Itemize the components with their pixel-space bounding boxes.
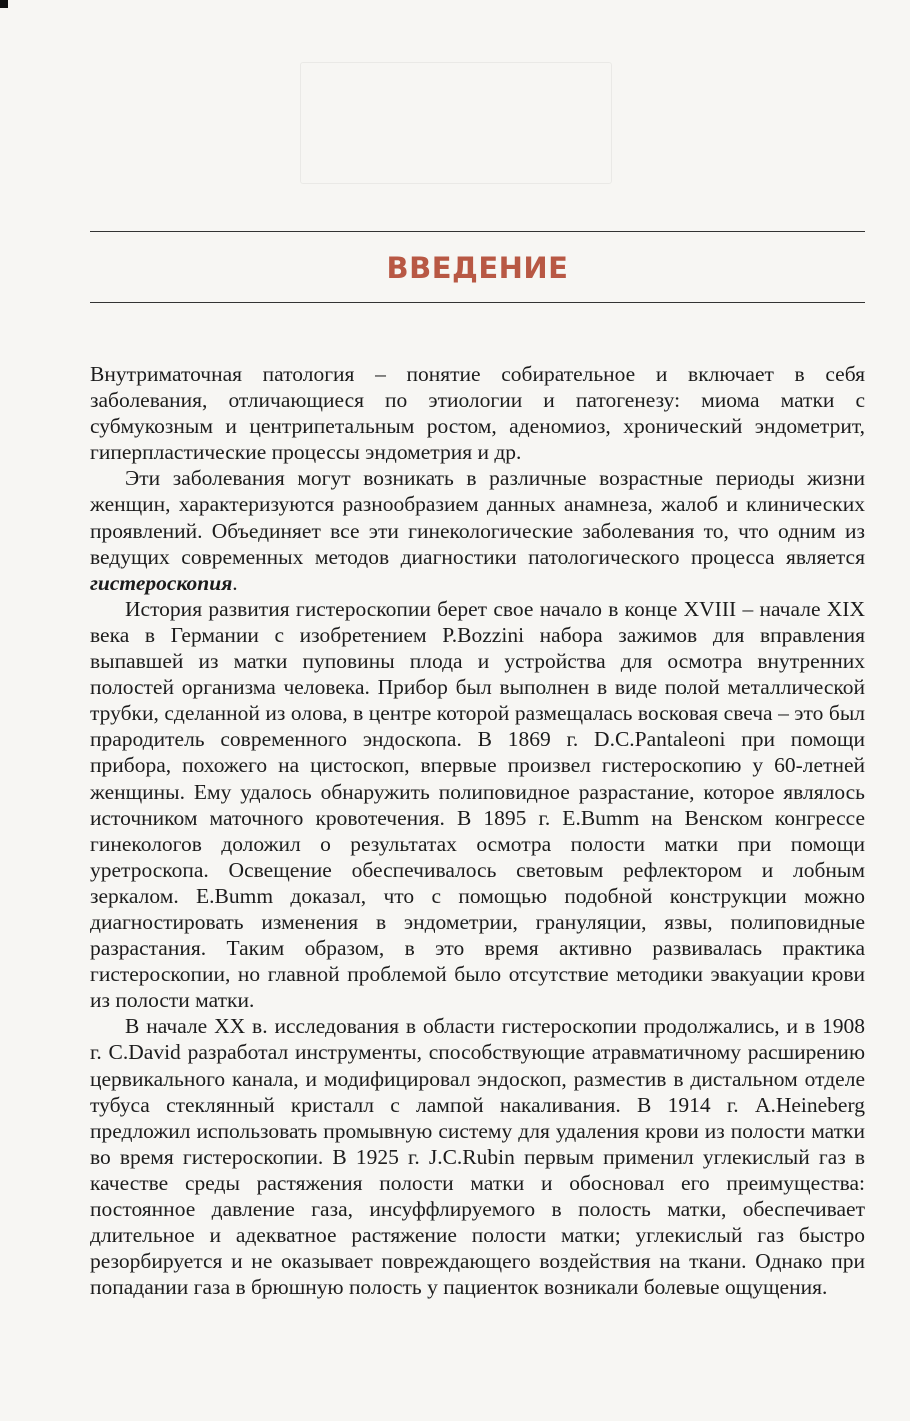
paragraph-2-emphasis: гистероскопия [90, 570, 233, 595]
paragraph-2 [90, 465, 865, 595]
paragraph-2-text: Эти заболевания могут возникать в различные возрастные периоды жизни женщин, характеризуются разнообразием данных анамнеза, жалоб и клинических проявлений. Объединяет все эти гинекологические заболевания то, что одним из ведущих современных методов диагностики патологического процесса является [90, 466, 865, 569]
paragraph-3: История развития гистероскопии берет свое начало в конце XVIII – начале XIX века в Германии с изобретением P.Bozzini набора зажимов для вправления выпавшей из матки пуповины плода и устройства для осмотра внутренних полостей организма человека. Прибор был выполнен в виде полой металлической трубки, сделанной из олова, в центре которой размещалась восковая свеча – это был прародитель современного эндоскопа. В 1869 г. D.C.Pantaleoni при помощи прибора, похожего на цистоскоп, впервые произвел гистероскопию у 60-летней женщины. Ему удалось обнаружить полиповидное разрастание, которое являлось источником маточного кровотечения. В 1895 г. E.Bumm на Венском конгрессе гинекологов доложил о результатах осмотра полости матки при помощи уретроскопа. Освещение обеспечивалось световым рефлектором и лобным зеркалом. E.Bumm доказал, что с помощью подобной конструкции можно диагностировать изменения в эндометрии, грануляции, язвы, полиповидные разрастания. Таким образом, в это время активно развивалась практика гистероскопии, но главной проблемой было отсутствие методики эвакуации крови из полости матки. [90, 596, 865, 1013]
show-through-artifact [300, 62, 612, 184]
scan-corner-mark [0, 0, 8, 8]
heading-rule-bottom [90, 302, 865, 303]
heading-rule-top [90, 231, 865, 232]
section-heading: ВВЕДЕНИЕ [386, 251, 569, 285]
body-text [90, 361, 865, 1300]
paragraph-4: В начале XX в. исследования в области гистероскопии продолжались, и в 1908 г. C.David разработал инструменты, способствующие атравматичному расширению цервикального канала, и модифицировал эндоскоп, разместив в дистальном отделе тубуса стеклянный кристалл с лампой накаливания. В 1914 г. A.Heineberg предложил использовать промывную систему для удаления крови из полости матки во время гистероскопии. В 1925 г. J.C.Rubin первым применил углекислый газ в качестве среды растяжения полости матки и обосновал его преимущества: постоянное давление газа, инсуффлируемого в полость матки, обеспечивает длительное и адекватное растяжение полости матки; углекислый газ быстро резорбируется и не оказывает повреждающего воздействия на ткани. Однако при попадании газа в брюшную полость у пациенток возникали болевые ощущения. [90, 1014, 865, 1300]
paragraph-1: Внутриматочная патология – понятие собирательное и включает в себя заболевания, отличающиеся по этиологии и патогенезу: миома матки с субмукозным и центрипетальным ростом, аденомиоз, хронический эндометрит, гиперпластические процессы эндометрия и др. [90, 362, 865, 465]
paragraph-2-end: . [232, 570, 238, 595]
